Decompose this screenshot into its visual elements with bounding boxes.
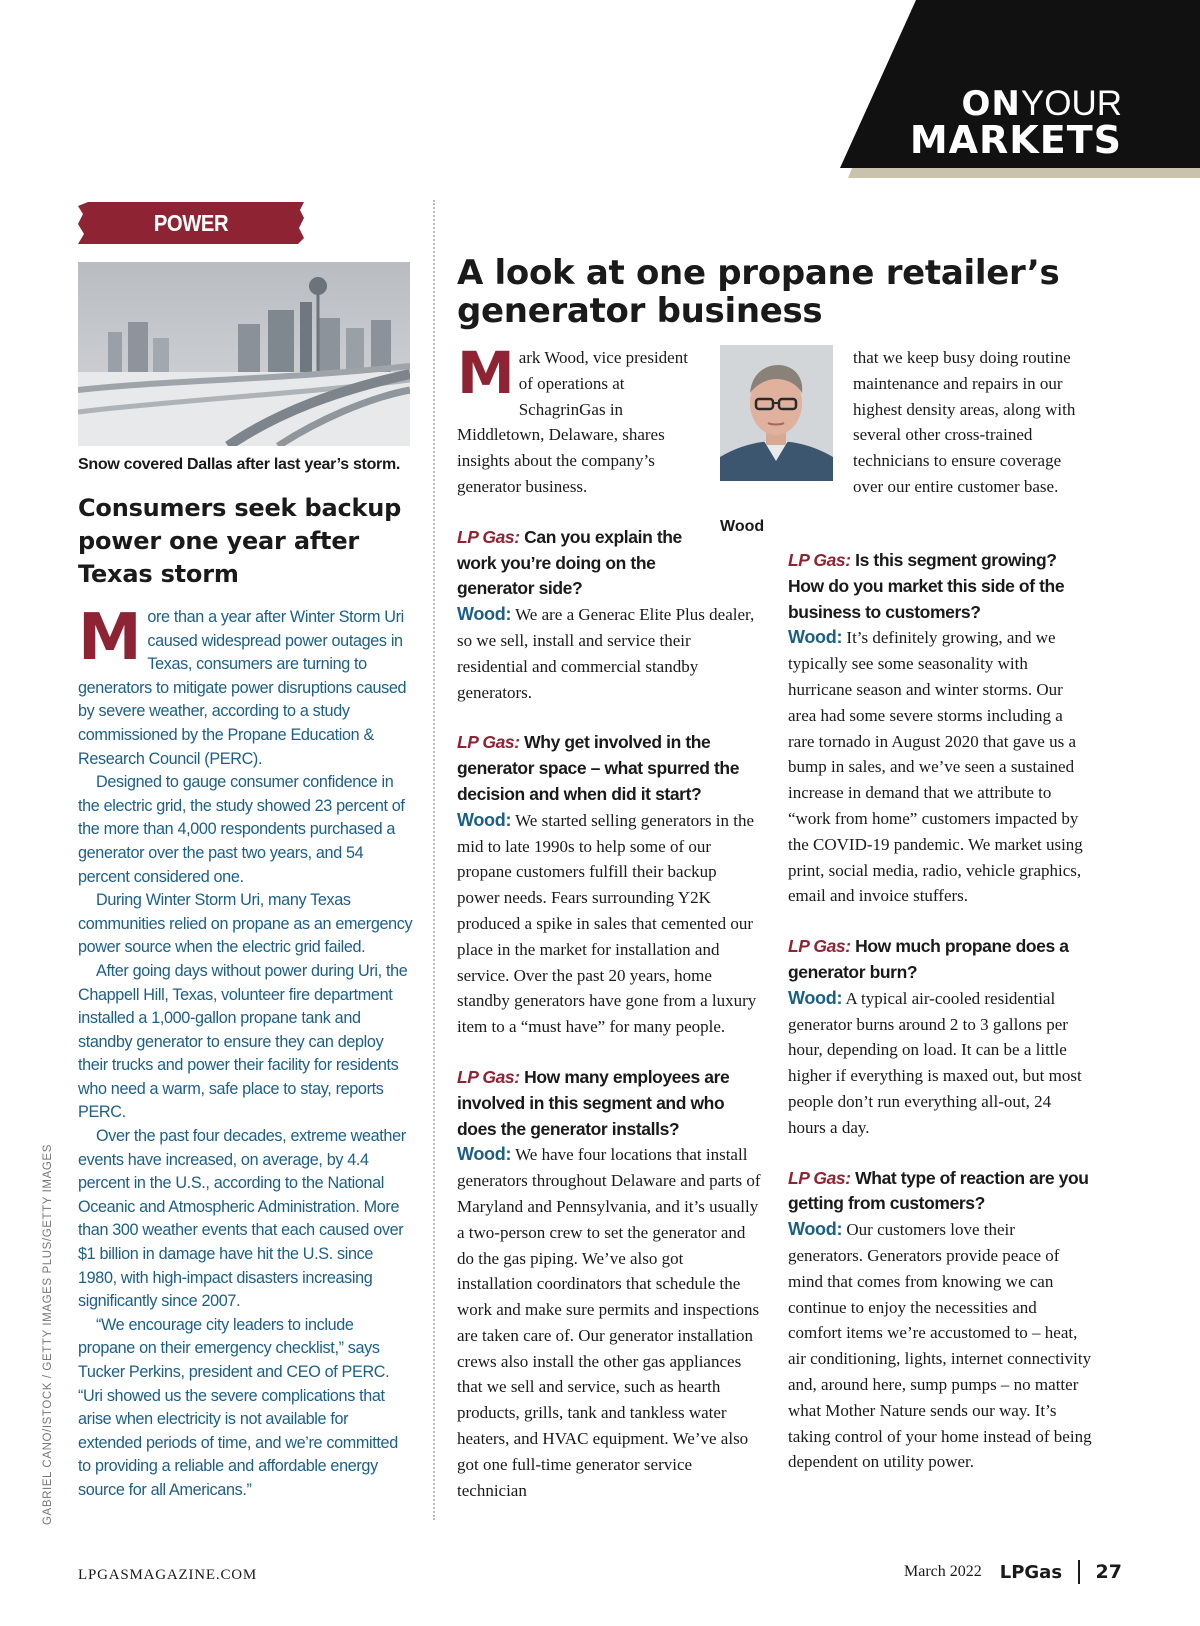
question xyxy=(457,1065,762,1142)
answer xyxy=(788,625,1093,909)
sidebar-body xyxy=(78,601,413,1503)
section-tag-label: POWER xyxy=(153,210,229,236)
answer-label: Wood: xyxy=(457,809,512,830)
banner-your: YOUR xyxy=(1020,84,1122,123)
sidebar-paragraph: “We encourage city leaders to include propane on their emergency checklist,” says Tucker Perkins, president and CEO of PERC. “Uri showed us the severe complications that arise when electricity is not available for extended periods of time, and we’re committed to providing a reliable and affordable energy source for all Americans.” xyxy=(78,1315,398,1499)
photo-credit: GABRIEL CANO/ISTOCK / GETTY IMAGES PLUS/GETTY IMAGES xyxy=(42,1144,54,1525)
question-text: What type of reaction are you getting from customers? xyxy=(788,1167,1089,1214)
footer-brand-logo: LPGas xyxy=(999,1561,1063,1583)
sidebar-paragraph: During Winter Storm Uri, many Texas communities relied on propane as an emergency power source when the electric grid failed. xyxy=(78,891,413,957)
page-number: 27 xyxy=(1095,1561,1122,1583)
city-illustration xyxy=(78,262,410,446)
section-banner xyxy=(840,0,1200,180)
answer xyxy=(457,602,762,705)
question-text: How much propane does a generator burn? xyxy=(788,936,1069,982)
question xyxy=(788,934,1093,986)
sidebar-paragraph: After going days without power during Uri, the Chappell Hill, Texas, volunteer fire department installed a 1,000-gallon propane tank and standby generator to ensure they can deploy their trucks and power their facility for residents who need a warm, safe place to stay, reports PERC. xyxy=(78,961,408,1122)
answer-text: We have four locations that install generators throughout Delaware and parts of Maryland and Pennsylvania, and it’s usually a two-person crew to set the generator and do the gas piping. We’ve also got installation coordinators that schedule the work and make sure permits and inspections are taken care of. Our generator installation crews also install the other gas appliances that we sell and service, such as hearth products, grills, tank and tankless water heaters, and HVAC equipment. We’ve also got one full-time generator service technician xyxy=(457,1145,761,1500)
article-continuation: that we keep busy doing routine maintenance and repairs in our highest density areas, along with several other cross-trained technicians to ensure coverage over our entire customer base. xyxy=(853,348,1076,496)
question-label: LP Gas: xyxy=(457,732,520,753)
answer xyxy=(788,986,1093,1141)
answer-label: Wood: xyxy=(457,1144,512,1165)
answer-text: Our customers love their generators. Generators provide peace of mind that comes from knowing we can continue to enjoy the necessities and comfort items we’re accustomed to – heat, air conditioning, lights, internet connectivity and, around here, sump pumps – no matter what Mother Nature sends our way. It’s taking control of your home instead of being dependent on utility power. xyxy=(788,1220,1092,1472)
sidebar-dropcap: M xyxy=(78,601,142,675)
answer-label: Wood: xyxy=(788,627,843,648)
answer xyxy=(457,808,762,1040)
banner-on: ON xyxy=(961,84,1021,124)
answer-text: We started selling generators in the mid to late 1990s to help some of our propane customers fulfill their backup power needs. Fears surrounding Y2K produced a spike in sales that cemented our place in the market for installation and service. Over the past 20 years, home standby generators have gone from a luxury item to a “must have” for many people. xyxy=(457,810,757,1037)
footer-website[interactable]: LPGASMAGAZINE.COM xyxy=(78,1567,258,1583)
answer xyxy=(457,1142,762,1503)
article-intro xyxy=(457,339,697,500)
question-label: LP Gas: xyxy=(788,550,851,570)
sidebar-paragraph-text: ore than a year after Winter Storm Uri caused widespread power outages in Texas, consumers are turning to generators to mitigate power disruptions caused by severe weather, according to a study commissioned by the Propane Education & Research Council (PERC). xyxy=(78,608,407,768)
article-intro-text: ark Wood, vice president of operations at SchagrinGas in Middletown, Delaware, shares insights about the company’s generator business. xyxy=(457,348,688,496)
dallas-snow-photo xyxy=(78,262,410,446)
question-label: LP Gas: xyxy=(788,1167,851,1188)
answer-label: Wood: xyxy=(788,987,843,1008)
section-tag xyxy=(78,202,304,244)
answer-text: We are a Generac Elite Plus dealer, so we sell, install and service their residential and commercial standby generators. xyxy=(457,605,755,702)
question-text: How many employees are involved in this segment and who does the generator installs? xyxy=(457,1066,730,1139)
question-text: Why get involved in the generator space – what spurred the decision and when did it start? xyxy=(457,732,740,804)
question-label: LP Gas: xyxy=(788,936,851,957)
answer-label: Wood: xyxy=(457,604,512,625)
article-column-middle xyxy=(457,339,765,1503)
question xyxy=(788,1166,1093,1218)
question-text: Is this segment growing? How do you market this side of the business to customers? xyxy=(788,550,1065,622)
answer xyxy=(788,1217,1093,1475)
banner-markets: MARKETS xyxy=(909,118,1122,162)
sidebar-paragraph xyxy=(78,601,413,771)
question-label: LP Gas: xyxy=(457,1066,520,1087)
answer-text: It’s definitely growing, and we typically see some seasonality with hurricane season and winter storms. Our area had some severe storms including a rare tornado in August 2020 that gave us a bump in sales, and we’ve seen a sustained increase in demand that we attribute to “work from home” customers impacted by the COVID-19 pandemic. We market using print, social media, radio, vehicle graphics, email and invoice stuffers. xyxy=(788,628,1083,906)
footer-separator xyxy=(1078,1560,1080,1584)
sidebar-paragraph: Over the past four decades, extreme weather events have increased, on average, by 4.4 percent in the U.S., according to the National Oceanic and Atmospheric Administration. More than 300 weather events that each caused over $1 billion in damage have hit the U.S. since 1980, with high-impact disasters increasing significantly since 2007. xyxy=(78,1127,406,1311)
banner-title xyxy=(909,84,1122,162)
footer-folio xyxy=(904,1560,1122,1584)
question-text: Can you explain the work you’re doing on the generator side? xyxy=(457,526,682,599)
sidebar-paragraph: Designed to gauge consumer confidence in the electric grid, the study showed 23 percent of the more than 4,000 respondents purchased a generator over the past two years, and 54 percent considered one. xyxy=(78,773,405,886)
question xyxy=(788,548,1093,625)
question xyxy=(457,525,697,602)
portrait-caption: Wood xyxy=(720,518,765,535)
article-dropcap: M xyxy=(457,339,515,407)
answer-label: Wood: xyxy=(788,1219,843,1240)
answer-text: A typical air-cooled residential generator burns around 2 to 3 gallons per hour, depending on load. It can be a little higher if everything is maxed out, but most people don’t run everything all-out, 24 hours a day. xyxy=(788,988,1082,1137)
footer-date: March 2022 xyxy=(903,1563,982,1580)
photo-caption: Snow covered Dallas after last year’s storm. xyxy=(78,456,401,473)
article-column-right xyxy=(788,548,1093,1475)
column-divider xyxy=(433,200,435,1520)
question xyxy=(457,730,762,807)
question-label: LP Gas: xyxy=(457,526,520,547)
sidebar-headline: Consumers seek backup power one year after Texas storm xyxy=(78,494,402,588)
article-headline: A look at one propane retailer’s generator business xyxy=(457,253,1060,331)
